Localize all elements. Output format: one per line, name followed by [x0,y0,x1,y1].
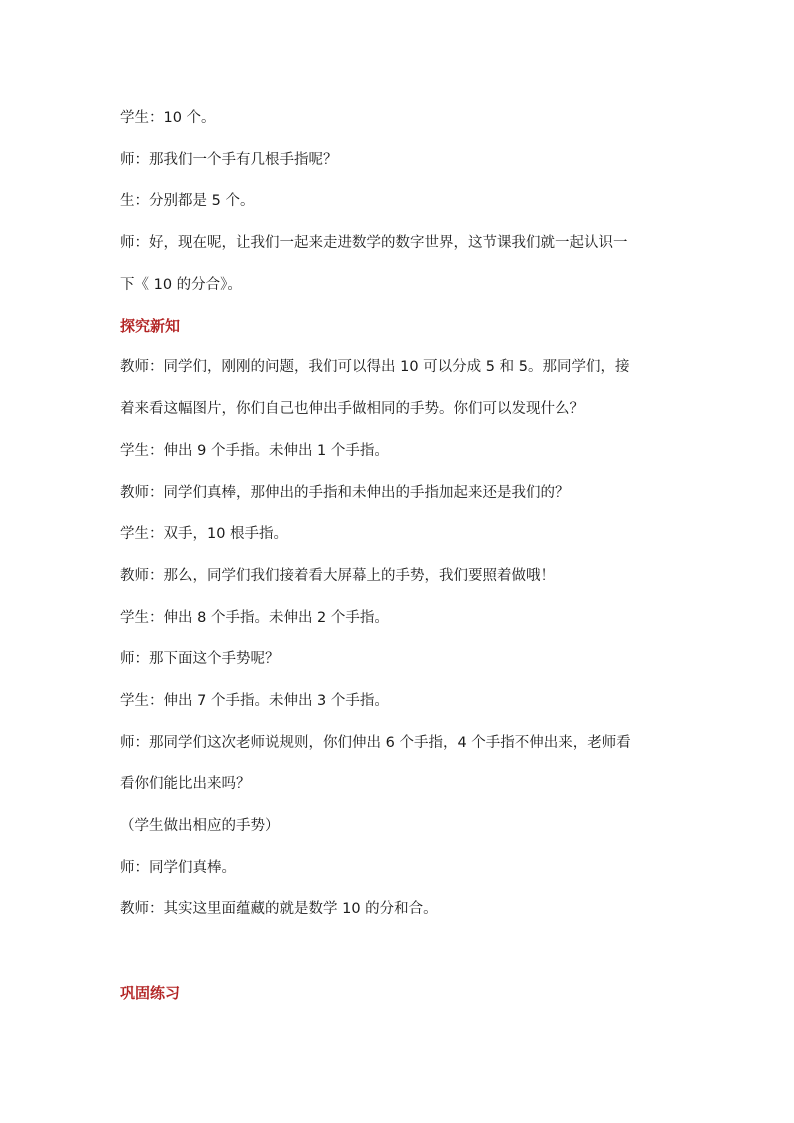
dialogue-line: 师：那同学们这次老师说规则，你们伸出 6 个手指，4 个手指不伸出来，老师看 [120,735,631,751]
dialogue-line: 教师：其实这里面蕴藏的就是数学 10 的分和合。 [120,901,438,917]
dialogue-line: 学生：伸出 9 个手指。未伸出 1 个手指。 [120,443,389,459]
dialogue-line: 学生：双手，10 根手指。 [120,526,289,542]
dialogue-line: （学生做出相应的手势） [120,818,280,834]
dialogue-line: 学生：10 个。 [120,110,216,126]
dialogue-line: 下《 10 的分合》。 [120,277,242,293]
dialogue-line: 生：分别都是 5 个。 [120,193,255,209]
dialogue-line: 着来看这幅图片，你们自己也伸出手做相同的手势。你们可以发现什么？ [120,401,584,417]
dialogue-line: 看你们能比出来吗？ [120,776,251,792]
dialogue-line: 教师：同学们，刚刚的问题，我们可以得出 10 可以分成 5 和 5。那同学们，接 [120,359,630,375]
dialogue-line: 学生：伸出 8 个手指。未伸出 2 个手指。 [120,610,389,626]
section-heading-practice: 巩固练习 [120,984,181,1002]
dialogue-line: 师：那下面这个手势呢？ [120,651,280,667]
dialogue-line: 教师：同学们真棒，那伸出的手指和未伸出的手指加起来还是我们的？ [120,485,570,501]
dialogue-line: 师：好，现在呢，让我们一起来走进数学的数字世界，这节课我们就一起认识一 [120,235,628,251]
dialogue-line: 师：那我们一个手有几根手指呢？ [120,152,338,168]
dialogue-line: 教师：那么，同学们我们接着看大屏幕上的手势，我们要照着做哦！ [120,568,555,584]
section-heading-explore: 探究新知 [120,317,181,335]
dialogue-line: 师：同学们真棒。 [120,860,236,876]
dialogue-line: 学生：伸出 7 个手指。未伸出 3 个手指。 [120,693,389,709]
